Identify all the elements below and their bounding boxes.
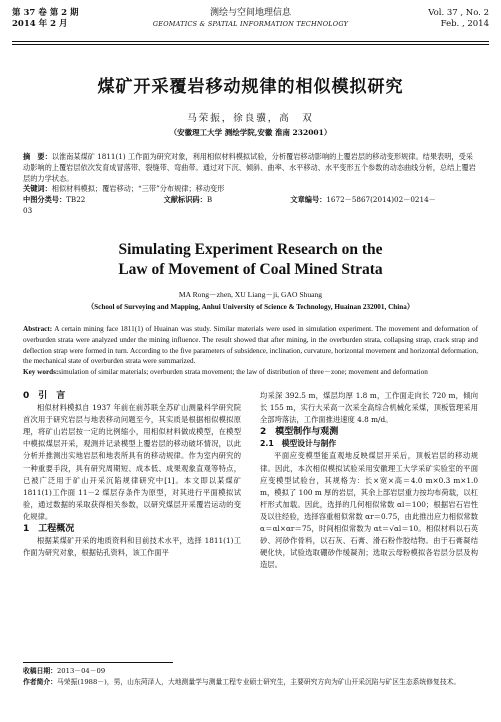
abstract-cn-label: 摘 要： [23, 152, 52, 161]
classification-row [23, 195, 478, 217]
author-bio-label: 作者简介： [23, 678, 57, 686]
header-vol-en [428, 8, 489, 30]
paragraph-design: 平面应变模型能直观地反映煤层开采后，顶板岩层的移动规律。因此，本次相似模拟试验采用安徽理工大学采矿实验室的平面应变模型试验台，其规格为：长×宽×高＝4.0 m×0.3 m×1.0 m，模拟了 100 m 厚的岩层，其余上部岩层重力按均布荷载，以杠杆形式加载。因此，选择的几何相似常数 αl＝100；根据岩石岩性及以往经验，选择容重相似常数 αr＝0.75，由此推出应力相似常数 α＝αl×αr＝75，时间相似常数为 αt＝√αl＝10。相似材料以石英砂、河砂作骨料，以石灰、石膏、滑石粉作胶结物。由于石膏凝结硬化快，试验选取硼砂作缓凝剂；选取云母粉模拟各岩层分层及构造层。 [260, 451, 478, 570]
abstract-cn [23, 152, 478, 217]
section-heading-intro: 0 引 言 [23, 391, 66, 401]
paragraph-intro: 相似材料模拟自 1937 年前在前苏联全苏矿山测量科学研究院首次用于研究岩层与地表移动问题至今，其实质是根据相似模拟原理，将矿山岩层按一定的比例缩小，用相似材料做成模型，在模型中模拟煤层开采，观测并记录模型上覆岩层的移动破坏情况，以此分析并推测出实地岩层和地表所具有的移动规律。作为室内研究的一种重要手段，具有研究周期短、成本低、成果观象直观等特点，已被广泛用于矿山开采沉陷规律研究中[1]。本文即以某煤矿 1811(1)工作面 11－2 煤层存条件为原型，对其进行平面模拟试验，通过数据的采取获得相关参数，以研究煤层开采覆岩运动的变化规律。 [23, 403, 241, 521]
paragraph-project: 根据某煤矿开采的地质资料和目前技术水平，选择 1811(1)工作面为研究对象，根据钻孔资料，该工作面平 [23, 536, 241, 558]
header-volume-issue: 第 37 卷 第 2 期 [12, 8, 79, 18]
clc-label: 中图分类号： [23, 195, 67, 205]
abstract-en-text: A certain mining face 1811(1) of Huainan was study. Similar materials were used in simulation experiment. The movement and deformation of overburden strata were analyzed under the mining influence. The result showed that after mining, in the overburden strata, collapsing strap, crack strap and deflection strap were formed in turn. According to the five parameters of subsidence, inclination, curvature, horizontal movement and horizontal deformation, the mechanical state of overburden strata were summarized. [23, 325, 478, 366]
article-no-label: 文章编号： [290, 195, 327, 205]
clc-value: TB22 [66, 195, 86, 205]
title-en-line1: Simulating Experiment Research on the [118, 241, 383, 258]
header-date-en: Feb. , 2014 [440, 19, 489, 29]
body-column-left [23, 390, 241, 559]
keywords-en-text: simulation of similar materials; overburden strata movement; the law of distribution of three－zone; movement and deformation [58, 368, 428, 377]
header-rule-thin [12, 44, 489, 45]
keywords-en-label: Key words: [23, 368, 59, 377]
received-value: 2013－04－09 [56, 667, 106, 675]
paragraph-project-cont: 均采深 392.5 m，煤层均厚 1.8 m，工作面走向长 720 m，倾向长 155 m，实行大采高一次采全高综合机械化采煤，顶板管理采用全部垮落法，工作面推进速度 4.8 m/d。 [260, 391, 478, 425]
header-date-cn: 2014 年 2 月 [12, 19, 68, 29]
section-heading-project: 1 工程概况 [23, 524, 75, 535]
header-vol-no: Vol. 37 , No. 2 [428, 8, 489, 18]
received-label: 收稿日期： [23, 667, 57, 675]
authors-cn: 马荣振，徐良骥，高 双 [187, 113, 314, 124]
subsection-heading-design: 2.1 模型设计与制作 [260, 439, 337, 449]
footnote [23, 666, 478, 688]
keywords-cn-label: 关键词： [23, 184, 52, 194]
keywords-en [23, 367, 478, 378]
article-no-value: 1672－5867(2014)02－0214－03 [23, 195, 436, 215]
affiliation-en: （School of Surveying and Mapping, Anhui University of Science & Technology, Huainan 232001, China） [86, 303, 415, 311]
header-rule-thick [12, 41, 489, 42]
title-en [0, 240, 501, 280]
title-cn: 煤矿开采覆岩移动规律的相似模拟研究 [97, 77, 404, 97]
received-date [23, 666, 478, 677]
keywords-cn-text: 相似材料模拟；覆岩移动；“三带”分布规律；移动变形 [51, 184, 225, 194]
footnote-rule [23, 662, 173, 663]
abstract-cn-body [23, 152, 478, 184]
author-bio [23, 677, 478, 688]
section-heading-model: 2 模型制作与观测 [260, 427, 339, 438]
abstract-en [23, 324, 478, 378]
running-header [12, 6, 489, 42]
journal-name-cn: 测绘与空间地理信息 [209, 8, 291, 18]
header-journal [12, 8, 489, 30]
abstract-en-body [23, 324, 478, 367]
authors-en: MA Rong－zhen, XU Liang－ji, GAO Shuang [178, 290, 323, 299]
abstract-en-label: Abstract: [23, 325, 53, 333]
journal-name-en: GEOMATICS & SPATIAL INFORMATION TECHNOLOGY [152, 20, 349, 28]
doc-code-value: B [206, 195, 213, 205]
abstract-cn-text: 以淮南某煤矿 1811(1) 工作面为研究对象，利用相似材料模拟试验，分析覆岩移动影响的上覆岩层的移动变形规律。结果表明，受采动影响的上覆岩层依次发育成冒落带、裂缝带、弯曲带。通过对下沉、倾斜、曲率、水平移动、水平变形五个参数的动态曲线分析，总结上覆岩层的力学状态。 [23, 152, 476, 183]
author-bio-text: 马荣振(1988－)，男，山东菏泽人，大地测量学与测量工程专业硕士研究生，主要研究方向为矿山开采沉陷与矿区生态系统修复技术。 [56, 678, 461, 686]
affiliation-cn: （安徽理工大学 测绘学院,安徽 淮南 232001） [169, 128, 332, 137]
body-column-right [260, 390, 478, 571]
doc-code-label: 文献标识码： [163, 195, 207, 205]
title-en-line2: Law of Movement of Coal Mined Strata [118, 261, 383, 278]
keywords-cn [23, 184, 478, 195]
